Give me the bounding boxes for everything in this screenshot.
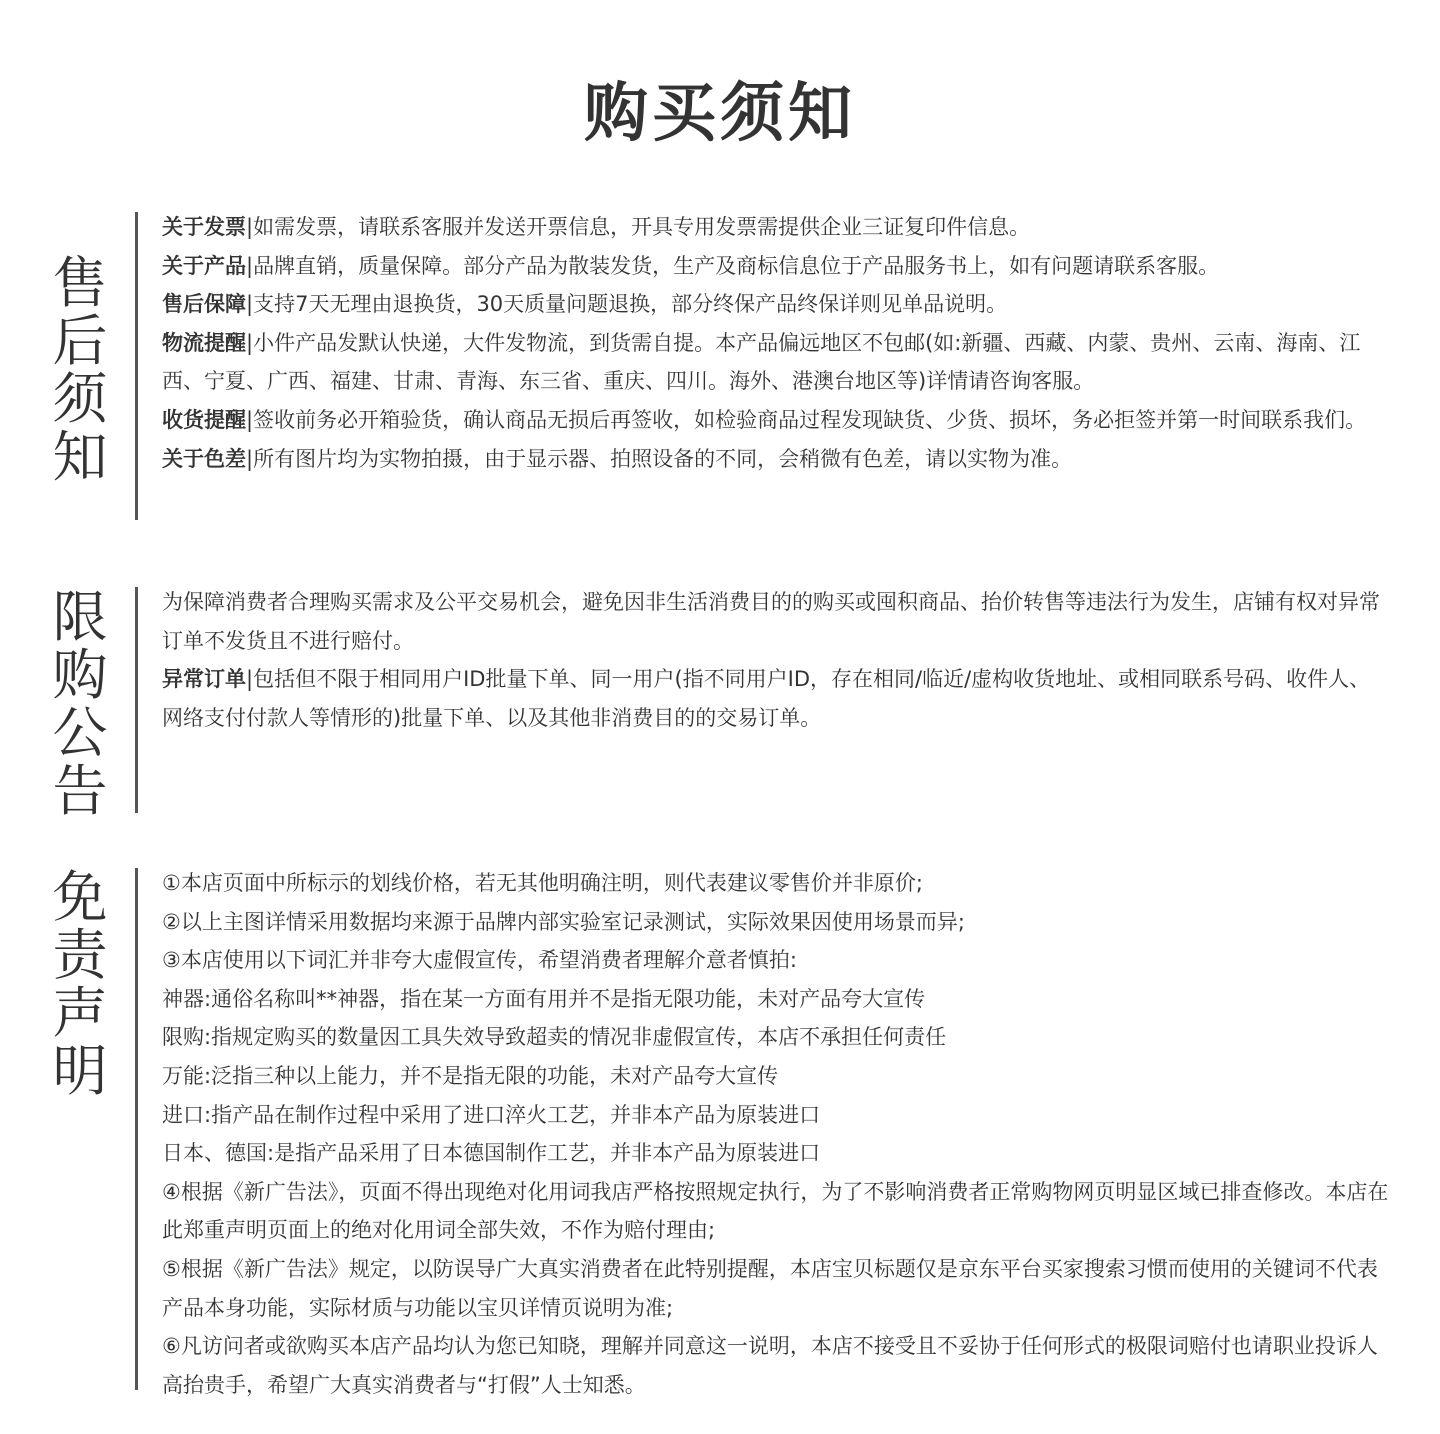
item-text: 签收前务必开箱验货，确认商品无损后再签收，如检验商品过程发现缺货、少货、损坏，务必拒签并第一时间联系我们。 <box>253 407 1367 432</box>
disclaimer-line: ⑤根据《新广告法》规定，以防误导广大真实消费者在此特别提醒，本店宝贝标题仅是京东平台买家搜索习惯而使用的关键词不代表产品本身功能，实际材质与功能以宝贝详情页说明为准; <box>162 1256 1378 1320</box>
disclaimer-line: ⑥凡访问者或欲购买本店产品均认为您已知晓，理解并同意这一说明，本店不接受且不妥协于任何形式的极限词赔付也请职业投诉人高抬贵手，希望广大真实消费者与“打假”人士知悉。 <box>162 1334 1378 1397</box>
after-sales-content <box>162 208 1390 478</box>
item-label: 关于色差 <box>162 446 246 471</box>
after-sales-item-guarantee: 售后保障|支持7天无理由退换货，30天质量问题退换，部分终保产品终保详则见单品说明。 <box>162 292 1008 317</box>
item-label: 收货提醒 <box>162 407 246 432</box>
disclaimer-content <box>162 864 1390 1404</box>
section-heading-disclaimer <box>52 865 108 1103</box>
heading-char: 后 <box>52 309 108 373</box>
disclaimer-line: 万能:泛指三种以上能力，并不是指无限的功能，未对产品夸大宣传 <box>162 1063 779 1088</box>
disclaimer-line: 限购:指规定购买的数量因工具失效导致超卖的情况非虚假宣传，本店不承担任何责任 <box>162 1025 947 1050</box>
disclaimer-line: ①本店页面中所标示的划线价格，若无其他明确注明，则代表建议零售价并非原价; <box>162 871 923 895</box>
heading-char: 售 <box>52 251 108 315</box>
item-label: 关于产品 <box>162 253 246 278</box>
item-text: 所有图片均为实物拍摄，由于显示器、拍照设备的不同，会稍微有色差，请以实物为准。 <box>253 446 1073 471</box>
purchase-limit-intro: 为保障消费者合理购买需求及公平交易机会，避免因非生活消费目的的购买或囤积商品、抬价转售等违法行为发生，店铺有权对异常订单不发货且不进行赔付。 <box>162 590 1380 653</box>
after-sales-item-invoice: 关于发票|如需发票，请联系客服并发送开票信息，开具专用发票需提供企业三证复印件信息。 <box>162 215 1031 239</box>
section-heading-after-sales <box>52 251 108 489</box>
heading-char <box>52 865 108 1103</box>
disclaimer-line: 进口:指产品在制作过程中采用了进口淬火工艺，并非本产品为原装进口 <box>162 1102 821 1127</box>
after-sales-item-receiving: 收货提醒|签收前务必开箱验货，确认商品无损后再签收，如检验商品过程发现缺货、少货、损坏，务必拒签并第一时间联系我们。 <box>162 407 1367 432</box>
item-text: 支持7天无理由退换货，30天质量问题退换，部分终保产品终保详则见单品说明。 <box>253 292 1008 317</box>
after-sales-item-logistics: 物流提醒|小件产品发默认快递，大件发物流，到货需自提。本产品偏远地区不包邮(如:新疆、西藏、内蒙、贵州、云南、海南、江西、宁夏、广西、福建、甘肃、青海、东三省、重庆、四川。海外、港澳台地区等)详情请咨询客服。 <box>162 330 1361 394</box>
item-text: 小件产品发默认快递，大件发物流，到货需自提。本产品偏远地区不包邮(如:新疆、西藏、内蒙、贵州、云南、海南、江西、宁夏、广西、福建、甘肃、青海、东三省、重庆、四川。海外、港澳台地区等)详情请咨询客服。 <box>162 330 1361 394</box>
after-sales-item-color: 关于色差|所有图片均为实物拍摄，由于显示器、拍照设备的不同，会稍微有色差，请以实物为准。 <box>162 446 1073 471</box>
section-divider <box>135 587 138 813</box>
heading-char: 告 <box>52 759 108 823</box>
section-heading-purchase-limit <box>52 585 108 823</box>
heading-char: 知 <box>52 425 108 489</box>
heading-char: 免 <box>52 865 108 929</box>
item-text: 包括但不限于相同用户ID批量下单、同一用户(指不同用户ID，存在相同/临近/虚构收货地址、或相同联系号码、收件人、网络支付付款人等情形的)批量下单、以及其他非消费目的的交易订单。 <box>162 667 1371 730</box>
item-text: 品牌直销，质量保障。部分产品为散装发货，生产及商标信息位于产品服务书上，如有问题请联系客服。 <box>253 253 1220 278</box>
disclaimer-line: 神器:通俗名称叫**神器，指在某一方面有用并不是指无限功能，未对产品夸大宣传 <box>162 986 926 1011</box>
disclaimer-line: ③本店使用以下词汇并非夸大虚假宣传，希望消费者理解介意者慎拍: <box>162 948 797 973</box>
heading-char: 购 <box>52 643 108 707</box>
heading-char: 限 <box>52 585 108 649</box>
after-sales-item-product: 关于产品|品牌直销，质量保障。部分产品为散装发货，生产及商标信息位于产品服务书上，如有问题请联系客服。 <box>162 253 1220 278</box>
purchase-limit-item-abnormal: 异常订单|包括但不限于相同用户ID批量下单、同一用户(指不同用户ID，存在相同/临近/虚构收货地址、或相同联系号码、收件人、网络支付付款人等情形的)批量下单、以及其他非消费目的的交易订单。 <box>162 667 1371 730</box>
item-label: 物流提醒 <box>162 330 246 355</box>
item-label: 关于发票 <box>162 215 246 239</box>
heading-char <box>52 251 108 489</box>
disclaimer-line: 日本、德国:是指产品采用了日本德国制作工艺，并非本产品为原装进口 <box>162 1141 821 1166</box>
heading-char: 声 <box>52 981 108 1045</box>
heading-char <box>52 585 108 823</box>
heading-char: 明 <box>52 1039 108 1103</box>
disclaimer-line: ④根据《新广告法》，页面不得出现绝对化用词我店严格按照规定执行，为了不影响消费者正常购物网页明显区域已排查修改。本店在此郑重声明页面上的绝对化用词全部失效，不作为赔付理由; <box>162 1179 1389 1243</box>
item-label: 异常订单 <box>162 667 246 692</box>
heading-char: 责 <box>52 923 108 987</box>
disclaimer-line: ②以上主图详情采用数据均来源于品牌内部实验室记录测试，实际效果因使用场景而异; <box>162 909 965 934</box>
section-divider <box>135 212 138 520</box>
section-divider <box>135 868 138 1390</box>
item-text: 如需发票，请联系客服并发送开票信息，开具专用发票需提供企业三证复印件信息。 <box>253 215 1031 239</box>
heading-char: 公 <box>52 701 108 765</box>
heading-char: 须 <box>52 367 108 431</box>
purchase-limit-content <box>162 583 1390 737</box>
page-title: 购买须知 <box>584 77 856 151</box>
item-label: 售后保障 <box>162 292 246 317</box>
